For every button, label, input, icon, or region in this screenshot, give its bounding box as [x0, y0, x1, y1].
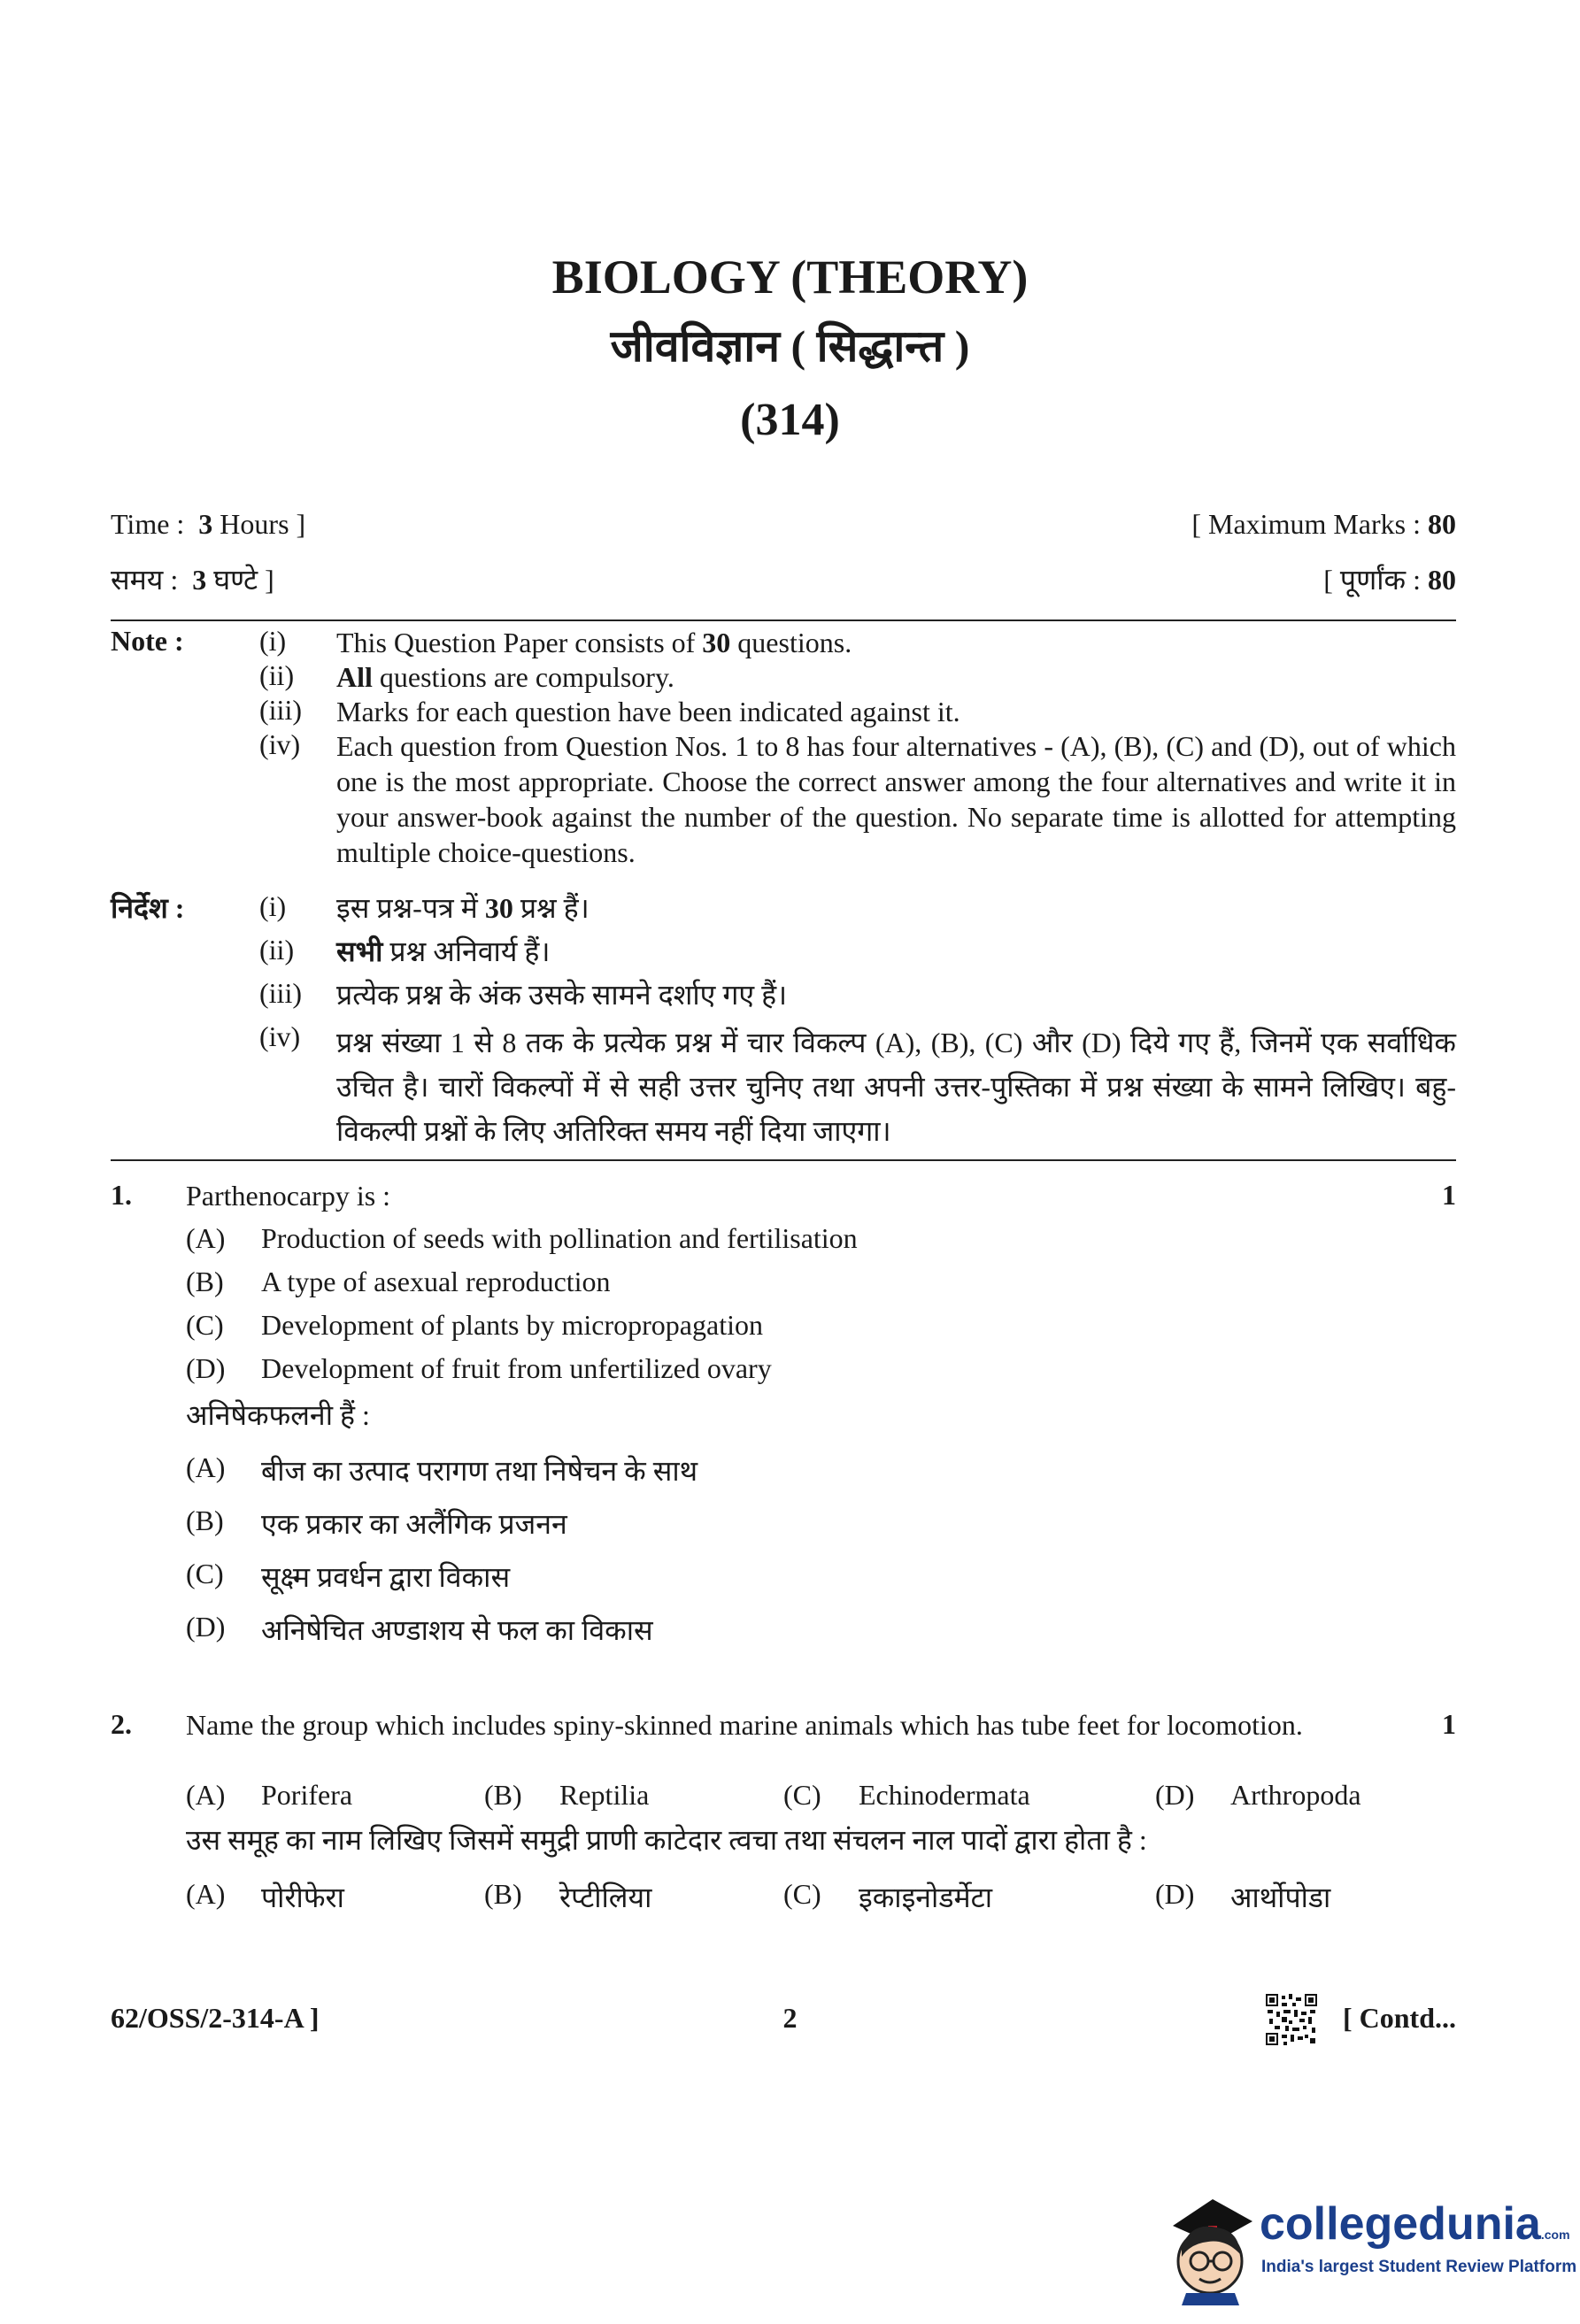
brand-name: collegedunia.com [1260, 2198, 1570, 2250]
max-marks-hindi: [ पूर्णांक : 80 [1323, 564, 1456, 596]
q1-en-option-d: Development of fruit from unfertilized ovary [261, 1352, 772, 1384]
question-1-number: 1. [111, 1179, 132, 1211]
continued-marker: [ Contd... [1342, 2002, 1456, 2034]
note-en-item-4: Each question from Question Nos. 1 to 8 has four alternatives - (A), (B), (C) and (D), out of which one is the most appropriate. Choose the correct answer among the four alternatives and write it in your answer-book against the number of the question. No separate time is allotted for attempting multiple choice-questions. [336, 730, 1456, 868]
question-2-marks: 1 [1442, 1708, 1456, 1740]
q2-hi-option-b-label: (B) [484, 1878, 522, 1910]
q2-en-option-d-label: (D) [1155, 1779, 1195, 1811]
collegedunia-logo [1155, 2173, 1577, 2305]
note-hi-num-1: (i) [259, 890, 287, 922]
page-number: 2 [782, 2002, 798, 2034]
note-hi-item-3: प्रत्येक प्रश्न के अंक उसके सामने दर्शाए गए हैं। [336, 979, 788, 1011]
q1-hi-option-b-label: (B) [186, 1504, 224, 1536]
question-2-number: 2. [111, 1708, 132, 1740]
q2-hi-option-d-label: (D) [1155, 1878, 1195, 1910]
q2-hi-option-c-label: (C) [783, 1878, 821, 1910]
q2-hi-option-b: रेप्टीलिया [559, 1882, 652, 1913]
question-2-text-en: Name the group which includes spiny-skinned marine animals which has tube feet for locomotion. [186, 1709, 1303, 1741]
q1-en-option-c: Development of plants by micropropagation [261, 1309, 763, 1341]
q2-en-option-b: Reptilia [559, 1779, 650, 1811]
q1-en-option-c-label: (C) [186, 1309, 224, 1341]
question-1-marks: 1 [1442, 1179, 1456, 1211]
qr-code-icon [1266, 1994, 1317, 2045]
note-hi-item-1: इस प्रश्न-पत्र में 30 प्रश्न हैं। [336, 892, 590, 924]
note-hi-item-4: प्रश्न संख्या 1 से 8 तक के प्रत्येक प्रश्न में चार विकल्प (A), (B), (C) और (D) दिये गए हैं, जिनमें एक सर्वाधिक उचित है। चारों विकल्पों में से सही उत्तर चुनिए तथा अपनी उत्तर-पुस्तिका में प्रश्न संख्या के सामने लिखिए। बहु-विकल्पी प्रश्नों के लिए अतिरिक्त समय नहीं दिया जाएगा। [336, 1027, 1456, 1147]
q1-en-option-b: A type of asexual reproduction [261, 1266, 611, 1297]
q2-en-option-a: Porifera [261, 1779, 353, 1811]
note-label-hindi: निर्देश : [111, 892, 185, 924]
q1-en-option-d-label: (D) [186, 1352, 226, 1384]
question-2-text-hi: उस समूह का नाम लिखिए जिसमें समुद्री प्राणी काटेदार त्वचा तथा संचलन नाल पादों द्वारा होता है : [186, 1824, 1147, 1856]
brand-tagline: India's largest Student Review Platform [1261, 2258, 1577, 2276]
note-en-num-2: (ii) [259, 659, 295, 691]
q1-hi-option-a-label: (A) [186, 1451, 226, 1483]
note-en-num-3: (iii) [259, 694, 302, 726]
q2-en-option-d: Arthropoda [1230, 1779, 1361, 1811]
q2-en-option-c: Echinodermata [859, 1779, 1030, 1811]
q2-hi-option-a-label: (A) [186, 1878, 226, 1910]
note-en-item-2: All questions are compulsory. [336, 661, 674, 693]
q1-hi-option-b: एक प्रकार का अलैंगिक प्रजनन [261, 1508, 567, 1540]
q1-hi-option-c-label: (C) [186, 1558, 224, 1589]
max-marks-english: [ Maximum Marks : 80 [1191, 508, 1456, 540]
question-1-text-en: Parthenocarpy is : [186, 1180, 391, 1212]
time-hindi: समय : 3 घण्टे ] [111, 564, 274, 596]
note-hi-num-4: (iv) [259, 1020, 301, 1052]
note-hi-num-3: (iii) [259, 977, 302, 1009]
q2-hi-option-c: इकाइनोडर्मेटा [859, 1882, 993, 1913]
q1-hi-option-d-label: (D) [186, 1611, 226, 1643]
note-en-item-3: Marks for each question have been indicated against it. [336, 696, 960, 727]
note-en-num-4: (iv) [259, 728, 301, 760]
q1-hi-option-a: बीज का उत्पाद परागण तथा निषेचन के साथ [261, 1455, 698, 1487]
header-divider [111, 619, 1456, 621]
time-english: Time : 3 Hours ] [111, 508, 306, 540]
q2-en-option-a-label: (A) [186, 1779, 226, 1811]
q1-hi-option-c: सूक्ष्म प्रवर्धन द्वारा विकास [261, 1561, 511, 1593]
q2-en-option-c-label: (C) [783, 1779, 821, 1811]
note-en-num-1: (i) [259, 625, 287, 657]
q1-en-option-a: Production of seeds with pollination and fertilisation [261, 1222, 858, 1254]
q2-hi-option-d: आर्थोपोडा [1230, 1882, 1331, 1913]
q1-hi-option-d: अनिषेचित अण्डाशय से फल का विकास [261, 1614, 653, 1646]
note-hi-item-2: सभी प्रश्न अनिवार्य हैं। [336, 935, 551, 967]
q1-en-option-b-label: (B) [186, 1266, 224, 1297]
q1-en-option-a-label: (A) [186, 1222, 226, 1254]
paper-title-english: BIOLOGY (THEORY) [551, 250, 1029, 304]
student-mascot-icon [1155, 2173, 1261, 2305]
note-label-english: Note : [111, 625, 184, 657]
notes-divider [111, 1159, 1456, 1161]
q2-en-option-b-label: (B) [484, 1779, 522, 1811]
note-hi-num-2: (ii) [259, 934, 295, 966]
paper-title-hindi: जीवविज्ञान ( सिद्धान्त ) [610, 321, 970, 371]
question-1-text-hi: अनिषेकफलनी हैं : [186, 1399, 370, 1431]
note-en-item-1: This Question Paper consists of 30 questions. [336, 627, 852, 658]
subject-code: (314) [740, 395, 840, 445]
paper-code: 62/OSS/2-314-A ] [111, 2002, 320, 2034]
q2-hi-option-a: पोरीफेरा [261, 1882, 344, 1913]
